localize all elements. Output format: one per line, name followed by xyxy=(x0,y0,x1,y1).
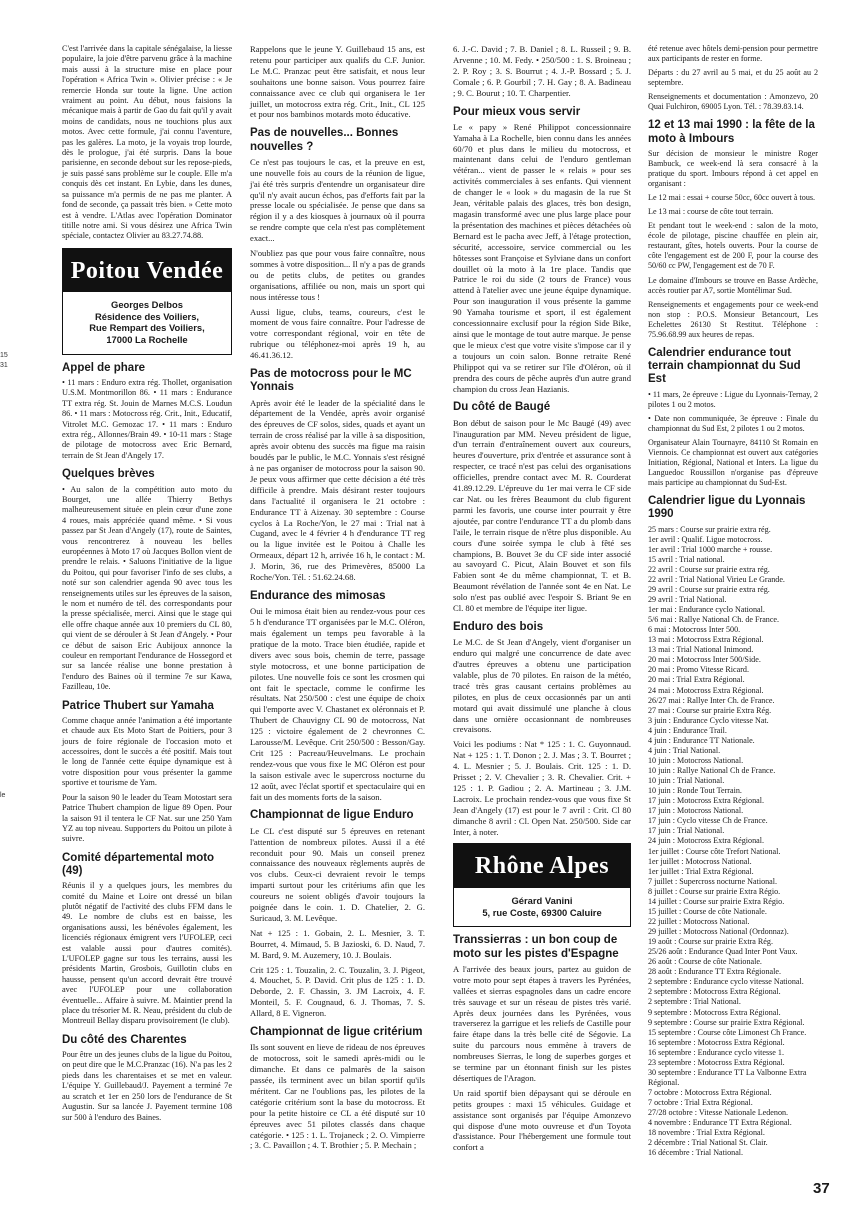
calendar-entry: 27/28 octobre : Vitesse Nationale Ledenon. xyxy=(648,1108,789,1118)
paragraph: Pour être un des jeunes clubs de la ligue du Poitou, on peut dire que le M.C.Pranzac (16). N'a pas les 2 pieds dans les charentaises et se met en valeur. L'équipe Y. Guillebaud/J. Payement a terminé 7e au scratch et 1er en 250 lors de l'endurance de St Augustin. Sur sa lancée J. Payement termine 108 sur 500 à l'enduro des Baines. xyxy=(62,1050,232,1122)
heading: Pour mieux vous servir xyxy=(453,105,581,118)
address-line: Rue Rempart des Voiliers, xyxy=(89,322,205,334)
heading: Endurance des mimosas xyxy=(250,589,386,602)
calendar-entry: 4 juin : Endurance Trail. xyxy=(648,725,727,735)
calendar-entry: 15 avril : Trial national. xyxy=(648,554,725,564)
paragraph: Après avoir été le leader de la spécialité dans le département de la Vendée, après avoir organisé des épreuves de CF solos, sides, quads et ayant un terrain de cross réalisé par la ville à sa disposition, après avoir obtenu des succès ma figue ma raisin boudés par le public, le M.C. Yonnais s'est résigné à ne pas organiser de motocross pour la saison 90. Je peux vous affirmer que cette décision a été très difficile à prendre. Mais désirant rester toujours dans l'actualité il organisera le 21 octobre : Endurance TT à Aizenay. 30 septembre : Course cyclos à La Roche/Yon, le 27 mai : Trial nat à Cugand, avec le 4 février 4 h d'endurance TT reg ou la ligue invitée est le Poitou à Challe les Ormeaux, départ 12 h, arrivée 16 h, le contact : M. J. Morin, 36, rue des Primevères, 85000 La Roche/Yon. Tél. : 51.62.24.68. xyxy=(250,397,425,583)
calendar-entry: 9 septembre : Course sur prairie Extra Régional. xyxy=(648,1017,805,1027)
paragraph: Oui le mimosa était bien au rendez-vous pour ces 5 h d'endurance TT organisées par le M.C. Oléron, mais également un temps peu favorable à la pratique de la moto. Trace bien étudiée, rapide et divers avec sous bois, chemin de terre, passage style motocross, et une bonne participation de pilotes. Une nouvelle fois ce sont les crosmen qui ont fait le spectacle, comme le confirme les résultats. Nat 250/500 : c'est une équipe de choix qui l'emporte avec V. Chastanet ex oléronnais et P. Thubert de Chauvigny CL 90 de motocross, Nat 125 : victoire également de 2 chevronnes C. Larousse/M. Levêque. Crit 250/500 : Besson/Gay. Crit 125 : Pacreau/Heuvelmans. Le prochain rendez-vous que vous fixe le MC Oléron est pour la saison estivale avec le supercross nocturne du 12 août, avec l'éclat sportif et spectaculaire qui en fait un des moments forts de la saison. xyxy=(250,606,425,802)
calendar-entry: 4 juin : Endurance TT Nationale. xyxy=(648,735,755,745)
calendar-entry: 1er avril : Qualif. Ligue motocross. xyxy=(648,534,763,544)
heading: Comité départemental moto (49) xyxy=(62,851,215,877)
paragraph: Rappelons que le jeune Y. Guillebaud 15 ans, est retenu pour participer aux qualifs du C.F. Junior. Le M.C. Pranzac peut être satisfait, et nous leur souhaitons une bonne saison. Vous pourrez faire connaissance avec ce club qui organisera le 1er juillet, un motocross extra rég. Crit., Init., CL 125 et pour nos bambinos motards moto éducative. xyxy=(250,44,425,120)
paragraph: Le « papy » René Philippot concessionnaire Yamaha à La Rochelle, bien connu dans les années 60/70 et plus dans le milieu du motocross, et maintenant dans celui de l'enduro gentleman vétéran... vient de passer le « relais » pour ses activités commerciales à ses enfants. Qui viennent de changer le « look » du magasin de la rue St Jean, véritable palais des glaces, très bon design, magasin transformé avec une plus large place pour la présentation des machines et pièces détachées où Bernard est le pacha avec Jeff, à l'étage protection, sécurité, accessoire, service commercial ou les hôtesses sont Françoise et Sylviane dans un confort douillet où la moto à la 1re place. Tandis que Patrice le roi du side (2 tours de France) vous attend à l'atelier avec une jeune équipe dynamique. Pour son inauguration il vous présente la gamme 90 Yamaha tourisme et sport, il est également concessionnaire exclusif pour la région Side Bike, ainsi que le montage de tout autre marque. Je pense que le mieux c'est que votre visite s'impose car il y a toujours un coin salon. Bonne retraite René Philippot qui va se retirer sur l'île d'Oléron, où il prendra des cours de pêche auprès d'un autre grand champion du cross Jean Hazianis. xyxy=(453,121,631,394)
calendar-entry: 10 juin : Trial National. xyxy=(648,776,725,786)
paragraph: Réunis il y a quelques jours, les membres du comité du Maine et Loire ont dressé un bilan plutôt négatif de l'activité des clubs FFM dans le 49. Le nombre de clubs est en baisse, les organisations aussi, les bénévoles également, les licenciés régionaux émigrent vers l'UFOLEP, ceci est valable aussi pour d'autres comités). L'UFOLEP gagne sur tous les terrains, aussi les présidents Martin, Grosbois, Guillotin clubs en hausse, pensent qu'un accord devrait être trouvé avec l'UFOLEP pour une collaboration éventuelle... Affaire à suivre. M. Maintier prend la place du trésorier M. R. Neau, président du club de Montreuil Bellay disparu provisoirement (le club). xyxy=(62,881,232,1026)
calendar-entry: 29 avril : Trial National. xyxy=(648,594,727,604)
paragraph: • 11 mars : Enduro extra rég. Thollet, organisation U.S.M. Montmorillon 86. • 11 mars : Endurance TT extra rég. St. Jouin de Marnes M.C.S. Loudun 86. • 11 mars : Motocross rég. Crit., Init., Educatif, Vitrolet M.C. Gemozac 17. • 11 mars : Enduro extra rég., Allonnes/Brain 49. • 10-11 mars : Stage de pilotage de motocross avec Eric Bernard, terrain de St Jean d'Angely 17. xyxy=(62,378,232,460)
heading: Championnat de ligue critérium xyxy=(250,1026,423,1039)
calendar-entry: 6 mai : Motocross Inter 500. xyxy=(648,625,741,635)
margin-mark: le xyxy=(0,792,6,799)
address-line: 17000 La Rochelle xyxy=(106,334,188,346)
calendar-entry: 16 décembre : Trial National. xyxy=(648,1148,744,1158)
paragraph: Le CL c'est disputé sur 5 épreuves en retenant l'attention de nombreux pilotes. Aussi il a été reconduit pour 90. Mais un conseil prenez connaissance des nouveaux règlements auprès de vos clubs. Ceux-ci devraient revoir le temps imparti surtout pour les critériums afin que les coureurs ne soient obligés d'avoir toujours la poignée dans le coin. 1. D. Chatelier, 2. G. Suricaud, 3. M. Levêque. xyxy=(250,825,425,923)
calendar-entry: 22 avril : Trial National Virieu Le Grande. xyxy=(648,574,785,584)
heading: 12 et 13 mai 1990 : la fête de la moto à Imbours xyxy=(648,119,815,145)
calendar-entry: 29 juillet : Motocross National (Ordonnaz). xyxy=(648,927,789,937)
calendar-entry: 10 juin : Motocross National. xyxy=(648,755,744,765)
calendar-entry: 30 septembre : Endurance TT La Valbonne Extra Régional. xyxy=(648,1067,807,1087)
address-line: 5, rue Coste, 69300 Caluire xyxy=(482,906,602,918)
heading: Calendrier endurance tout terrain championnat du Sud Est xyxy=(648,346,801,386)
calendar-entry: 27 mai : Course sur prairie Extra Rég. xyxy=(648,705,772,715)
heading: Quelques brèves xyxy=(62,468,155,481)
heading: Appel de phare xyxy=(62,361,146,374)
calendar-entry: 26 août : Course de côte Nationale. xyxy=(648,957,762,967)
heading: Patrice Thubert sur Yamaha xyxy=(62,699,214,712)
calendar-list xyxy=(648,525,818,1159)
calendar-entry: 1er mai : Endurance cyclo National. xyxy=(648,605,765,615)
calendar-entry: 28 août : Endurance TT Extra Régionale. xyxy=(648,967,781,977)
calendar-entry: 4 juin : Trial National. xyxy=(648,745,721,755)
calendar-entry: 1er avril : Trial 1000 marche + rousse. xyxy=(648,544,773,554)
region-address xyxy=(62,292,232,355)
margin-mark: 31 xyxy=(0,362,8,369)
calendar-entry: 13 mai : Motocross Extra Régional. xyxy=(648,635,764,645)
address-line: Gérard Vanini xyxy=(511,894,573,906)
calendar-entry: 17 juin : Motocross National. xyxy=(648,806,744,816)
calendar-entry: 10 juin : Ronde Tout Terrain. xyxy=(648,786,742,796)
calendar-entry: 7 juillet : Supercross nocturne National. xyxy=(648,876,778,886)
heading: Du côté de Baugé xyxy=(453,401,551,414)
region-box-poitou xyxy=(62,248,232,355)
calendar-entry: 2 septembre : Endurance cyclo vitesse National. xyxy=(648,977,804,987)
calendar-entry: 25/26 août : Endurance Quad Inter Pont Vaux. xyxy=(648,947,798,957)
paragraph: Renseignements et documentation : Amonzevo, 20 Quai Fulchiron, 69005 Lyon. Tél. : 78.39.83.14. xyxy=(648,92,818,112)
paragraph: été retenue avec hôtels demi-pension pour permettre aux participants de rester en forme. xyxy=(648,44,818,64)
calendar-entry: 19 août : Course sur prairie Extra Rég. xyxy=(648,937,773,947)
paragraph: Comme chaque année l'animation a été importante et chaude aux Ets Moto Start de Poitiers, pour 3 jours de foire régionale de l'occasion moto et accessoires, dont le succès a été positif. Mais tout le long de l'année cette équipe dynamique est à votre disposition pour vous présenter la gamme sportive et tourisme de Yam. xyxy=(62,715,232,788)
region-title: Rhône Alpes xyxy=(453,843,631,887)
calendar-entry: 25 mars : Course sur prairie extra rég. xyxy=(648,524,771,534)
column-2 xyxy=(250,44,425,1155)
paragraph: Pour la saison 90 le leader du Team Motostart sera Patrice Thubert champion de ligue 89 Open. Pour la saison 91 il tentera le CF Nat. sur une 250 Yam YZ au top niveau. Supporters du Poitou un pilote à suivre. xyxy=(62,792,232,844)
paragraph: A l'arrivée des beaux jours, partez au guidon de votre moto pour sept étapes à travers les Pyrénées, vallées et sierras espagnoles dans un cadre encore très sauvage et sur un réseau de pistes très varié. Après deux journées dans les Pyrénées, vous traverserez la garrigue et les reliefs de Castille pour faire étape dans la très belle cité de Ségovie. La suite du parcours nous emmène à travers de nombreuses Sierras, le long de superbes gorges et se termine par un étonnant finish sur les pistes désertiques de l'Aragon. xyxy=(453,963,631,1083)
calendar-entry: 26/27 mai : Rallye Inter Ch. de France. xyxy=(648,695,775,705)
heading: Championnat de ligue Enduro xyxy=(250,809,414,822)
paragraph: Nat + 125 : 1. Gobain, 2. L. Mesnier, 3. T. Bourret, 4. Mimaud, 5. B Jazioski, 6. D. Naud, 7. M. Bard, 9. M. Auzemery, 10. J. Boulais. xyxy=(250,927,425,960)
calendar-entry: 20 mai : Motocross Inter 500/Side. xyxy=(648,655,761,665)
calendar-entry: 20 mai : Promo Vitesse Ricard. xyxy=(648,665,749,675)
paragraph: Le M.C. de St Jean d'Angely, vient d'organiser un enduro qui malgré une concurrence de date avec d'autres épreuves a obtenu une participation valable, plus de 70 pilotes. En raison de la météo, tracé très gras causant certains problèmes au pilotes, en plus de ceux occasionnés par un anti motard qui avait dissimulé une planche à clous dans une ornière occasionnant de nombreuses crevaisons. xyxy=(453,637,631,735)
calendar-entry: 2 décembre : Trial National St. Clair. xyxy=(648,1138,768,1148)
calendar-entry: 10 juin : Rallye National Ch de France. xyxy=(648,766,776,776)
column-3 xyxy=(453,44,631,1157)
margin-mark: 15 xyxy=(0,352,8,359)
calendar-entry: 1er juillet : Course côte Trefort National. xyxy=(648,846,781,856)
calendar-entry: 5/6 mai : Rallye National Ch. de France. xyxy=(648,615,780,625)
calendar-entry: 2 septembre : Trial National. xyxy=(648,997,741,1007)
calendar-entry: 22 avril : Course sur prairie extra rég. xyxy=(648,564,770,574)
paragraph: Voici les podiums : Nat * 125 : 1. C. Guyonnaud. Nat + 125 : 1. T. Donon ; 2. J. Mas ; 3. T. Bourret ; 4. L. Mesnier ; 5. J. Boulais. Crit. 125 : 1. D. Prisset ; 2. V. Chevalier ; 3. R. Chevalier. Crit. + 125 : 1. P. Gadiou ; 2. A. Martineau ; 3. J.M. Lacroix. Le prochain rendez-vous que vous fixe St Jean d'Angely (17) est pour le 7 avril : Crit. Cl 80 dimanche 8 avril : Cl. Open Nat. 250/500. Side car Inter, à noter. xyxy=(453,739,631,837)
calendar-entry: 17 juin : Motocross Extra Régional. xyxy=(648,796,764,806)
calendar-entry: 17 juin : Cyclo vitesse Ch de France. xyxy=(648,816,768,826)
calendar-entry: 15 juillet : Course de côte Nationale. xyxy=(648,906,767,916)
calendar-entry: 16 septembre : Motocross Extra Régional. xyxy=(648,1037,785,1047)
calendar-entry: 17 juin : Trial National. xyxy=(648,826,725,836)
paragraph: Aussi ligue, clubs, teams, coureurs, c'est le moment de vous faire connaître. Pour l'adresse de votre correspondant régional, voir en tête de rubrique ou téléphonez-moi après 19 h, au 46.41.36.12. xyxy=(250,306,425,361)
paragraph: Bon début de saison pour le Mc Baugé (49) avec l'inauguration par MM. Neveu président de ligue, d'un terrain d'entraînement ouvert aux coureurs, heures d'ouverture, prix d'entrée et assurance sont à respecter, ce tracé n'est pas celui des organisations officielles, prendre contact avec M. R. Courderat 41.89.12.29. L'épreuve du 1er mai verra le CF side car Nat. ou les frères Beaumont du club figurent parmi les favoris, une course inter pourrait y être ajoutée, par contre l'endurance TT a du plomb dans l'aile, le terrain risque de n'être plus disponible. Au cours d'une soirée sympa le club à fêté ses champions, B. Bouvet 3e du CF side inter associé au savoyard C. Picut, Alain Bouvet et son fils Fabien sont 4e du même championnat, T. et B. Beaumont révélation de l'année sont 4e en Nat. Le solo n'est pas oublié avec l'espoir S. Briant 9e en Cl. 80 et membre de l'équipe iter ligue. xyxy=(453,417,631,614)
paragraph: Un raid sportif bien dépaysant qui se déroule en petits groupes : maxi 15 véhicules. Guidage et assistance sont organisés par l'équipe Amonzevo qui dispose d'une moto ouvreuse et d'un Toyota d'assistance. Pour l'hébergement une formule tout confort a xyxy=(453,1087,631,1153)
paragraph: Renseignements et engagements pour ce week-end non stop : P.O.S. Monsieur Betancourt, Les Echelettes 26130 St Restitut. Téléphone : 75.96.68.99 aux heures de repas. xyxy=(648,299,818,339)
calendar-entry: 16 septembre : Endurance cyclo vitesse 1. xyxy=(648,1047,784,1057)
calendar-entry: 23 septembre : Motocross Extra Régional. xyxy=(648,1057,785,1067)
region-box-rhone xyxy=(453,843,631,927)
calendar-entry: 4 novembre : Endurance TT Extra Régional. xyxy=(648,1118,792,1128)
calendar-entry: 24 mai : Motocross Extra Régional. xyxy=(648,685,764,695)
column-4 xyxy=(648,44,818,1158)
paragraph: • 11 mars, 2e épreuve : Ligue du Lyonnais-Ternay, 2 pilotes 1 ou 2 motos. xyxy=(648,389,818,409)
heading: Transsierras : un bon coup de moto sur les pistes d'Espagne xyxy=(453,934,619,960)
heading: Enduro des bois xyxy=(453,620,544,633)
calendar-entry: 9 septembre : Motocross Extra Régional. xyxy=(648,1007,781,1017)
calendar-entry: 1er juillet : Trial Extra Régional. xyxy=(648,866,754,876)
address-line: Georges Delbos xyxy=(111,298,183,310)
paragraph: 6. J.-C. David ; 7. B. Daniel ; 8. L. Russeil ; 9. B. Arvenne ; 10. M. Fedy. • 250/500 : 1. S. Broineau ; 2. P. Roy ; 3. S. Bourrut ; 4. J.-P. Bossard ; 5. J. Comale ; 6. P. Gourbil ; 7. H. Gay ; 8. A. Badineau ; 9. C. Bourut ; 10. T. Charpentier. xyxy=(453,44,631,98)
calendar-entry: 7 octobre : Trial Extra Régional. xyxy=(648,1098,753,1108)
heading: Pas de motocross pour le MC Yonnais xyxy=(250,368,412,394)
paragraph: Le domaine d'Imbours se trouve en Basse Ardèche, accès routier par A7, sortie Montélimar Sud. xyxy=(648,275,818,295)
calendar-entry: 8 juillet : Course sur prairie Extra Régio. xyxy=(648,886,781,896)
calendar-entry: 29 avril : Course sur prairie extra rég. xyxy=(648,584,770,594)
page-number: 37 xyxy=(813,1180,830,1197)
heading: Calendrier ligue du Lyonnais 1990 xyxy=(648,495,806,521)
calendar-entry: 7 octobre : Motocross Extra Régional. xyxy=(648,1088,772,1098)
calendar-entry: 20 mai : Trial Extra Régional. xyxy=(648,675,745,685)
paragraph: Le 13 mai : course de côte tout terrain. xyxy=(648,207,774,217)
column-1 xyxy=(62,44,232,1127)
paragraph: C'est l'arrivée dans la capitale sénégalaise, la liesse populaire, la joie d'être parvenu grâce à la machine mais aussi à la structure mise en place pour l'opération « Africa Twin ». Olivier précise : « Je remercie Honda sur toute la ligne. Une action vraiment au point. Au début, nous faisions la mécanique mais à partir de Gao du fait qu'il y avait moins de candidats, nous ne touchions plus aux motos. Avec cette formule, j'ai connu l'aventure, pas les galères. La moto, je la voyais trop lourde, dès le prologue, j'ai été surpris. Dans la boue parisienne, en seconde debout sur les repose-pieds, je suis passé sans problème sur le couple. Elle m'a conquis dès cet instant. En Lybie, dans les dunes, sa puissance m'a permis de ne pas me planter. A fond de seconde, ça passait très bien. » Cette moto est à vendre. L'Atlas avec l'opération Dominator titille notre ami. Si vous désirez une Africa Twin spéciale, contactez Olivier au 83.27.74.88. xyxy=(62,44,232,241)
region-title: Poitou Vendée xyxy=(62,248,232,292)
paragraph: Le 12 mai : essai + course 50cc, 60cc ouvert à tous. xyxy=(648,193,816,203)
heading: Du côté des Charentes xyxy=(62,1033,187,1046)
region-address xyxy=(453,888,631,928)
paragraph: Départs : du 27 avril au 5 mai, et du 25 août au 2 septembre. xyxy=(648,68,818,88)
paragraph: • Au salon de la compétition auto moto du Bourget, une allée Thierry Bethys malheureusement située en plein cœur d'une zone 4 roues, mais appréciée quand même. • Si vous passez par St Jean d'Angely (17), route de Saintes, vous rencontrerez à nouveau les belles européennes à Moto 17 où Jacques Bollon vient de prendre le relais. • Saluons l'initiative de la ligue du Poitou, qui pour favoriser l'info de ses clubs, a noté sur son calendrier agenda 90 avec tous les renseignements utiles sur les épreuves de la saison, le nom et numéro de tél. des correspondants pour la presse spécialisée, merci. Ainsi que le stage qui elle offre chaque année aux 10 premiers du CL 80, qui vient de se dérouler à St Jean d'Angely. • Pour ce début de saison Eric Aubijoux annonce la couleur en remportant l'endurance de Hossegord et sur sa lancée réalise une bonne prestation à l'enduro des Baines où il termine 7e sur Kawa, Fazilleau, 10e. xyxy=(62,484,232,692)
paragraph: Et pendant tout le week-end : salon de la moto, école de pilotage, piscine chauffée en plein air, restaurant, gîtes, hotels ouverts. Pour la course de côte l'engagement est de 200 F, pour la course des 50/60 cc PW, l'engagement est de 70 F. xyxy=(648,221,818,271)
paragraph: N'oubliez pas que pour vous faire connaître, nous sommes à votre disposition... Il n'y a pas de grands ou de petits clubs, de petites ou grandes organisations, affiliée ou non, mais un sport qui nous intéresse tous ! xyxy=(250,248,425,302)
calendar-entry: 18 novembre : Trial Extra Régional. xyxy=(648,1128,765,1138)
calendar-entry: 2 septembre : Motocross Extra Régional. xyxy=(648,987,781,997)
calendar-entry: 13 mai : Trial National Inimond. xyxy=(648,645,754,655)
calendar-entry: 15 septembre : Course côte Limonest Ch France. xyxy=(648,1027,807,1037)
calendar-entry: 24 juin : Motocross Extra Régional. xyxy=(648,836,764,846)
heading: Pas de nouvelles... Bonnes nouvelles ? xyxy=(250,127,399,153)
paragraph: Ils sont souvent en lieve de rideau de nos épreuves de motocross, soit le samedi après-midi ou le dimanche. Et dans ce palmarès de la saison passée, ils terminent avec un bilan sportif qu'ils méritent. Car ne l'oublions pas, les pilotes de la catégorie critérium sont la base du motocross. Et pour la petite histoire ce CL a été disputé sur 10 épreuves avec 51 pilotes classés dans chaque catégorie. • 125 : 1. L. Trojaneck ; 2. O. Vimpierre ; 3. C. Pavaillon ; 4. T. Brothier ; 5. P. Mechain ; xyxy=(250,1042,425,1151)
paragraph: Ce n'est pas toujours le cas, et la preuve en est, une nouvelle fois au cours de la réunion de ligue, j'ai été très surpris d'entendre un organisateur dire qu'il n'y avait aucun échos, pas d'efforts fait par la presse locale ou spécialisée. Je pense que dans sa région il y a des kiosques à journaux où il pourra se rendre compte que cela n'est pas complètement exact... xyxy=(250,156,425,244)
calendar-entry: 14 juillet : Course sur prairie Extra Régio. xyxy=(648,896,785,906)
calendar-entry: 3 juin : Endurance Cyclo vitesse Nat. xyxy=(648,715,769,725)
paragraph: Sur décision de monsieur le ministre Roger Bambuck, ce week-end là sera consacré à la pratique du sport. Imbours répond à cet appel en organisant : xyxy=(648,148,818,188)
paragraph: Crit 125 : 1. Touzalin, 2. C. Touzalin, 3. J. Pigeot, 4. Mouchet, 5. P. David. Crit plus de 125 : 1. D. Deborde, 2. F. Chassin, 3. JM Lacroix, 4. F. Monteil, 5. F. Cougnaud, 6. J. Thomas, 7. S. Allard, 8 E. Vigneron. xyxy=(250,964,425,1019)
paragraph: • Date non communiquée, 3e épreuve : Finale du championnat du Sud Est, 2 pilotes 1 ou 2 motos. xyxy=(648,413,818,433)
paragraph: Organisateur Alain Tournayre, 84110 St Romain en Viennois. Ce championnat est ouvert aux catégories Initiation, Régional, National et Inters. La ligue du Languedoc Roussillon n'organise pas d'épreuve mais participe au championnat du Sud-Est. xyxy=(648,437,818,488)
address-line: Résidence des Voiliers, xyxy=(94,310,200,322)
calendar-entry: 1er juillet : Motocross National. xyxy=(648,856,752,866)
calendar-entry: 22 juillet : Motocross National. xyxy=(648,916,750,926)
